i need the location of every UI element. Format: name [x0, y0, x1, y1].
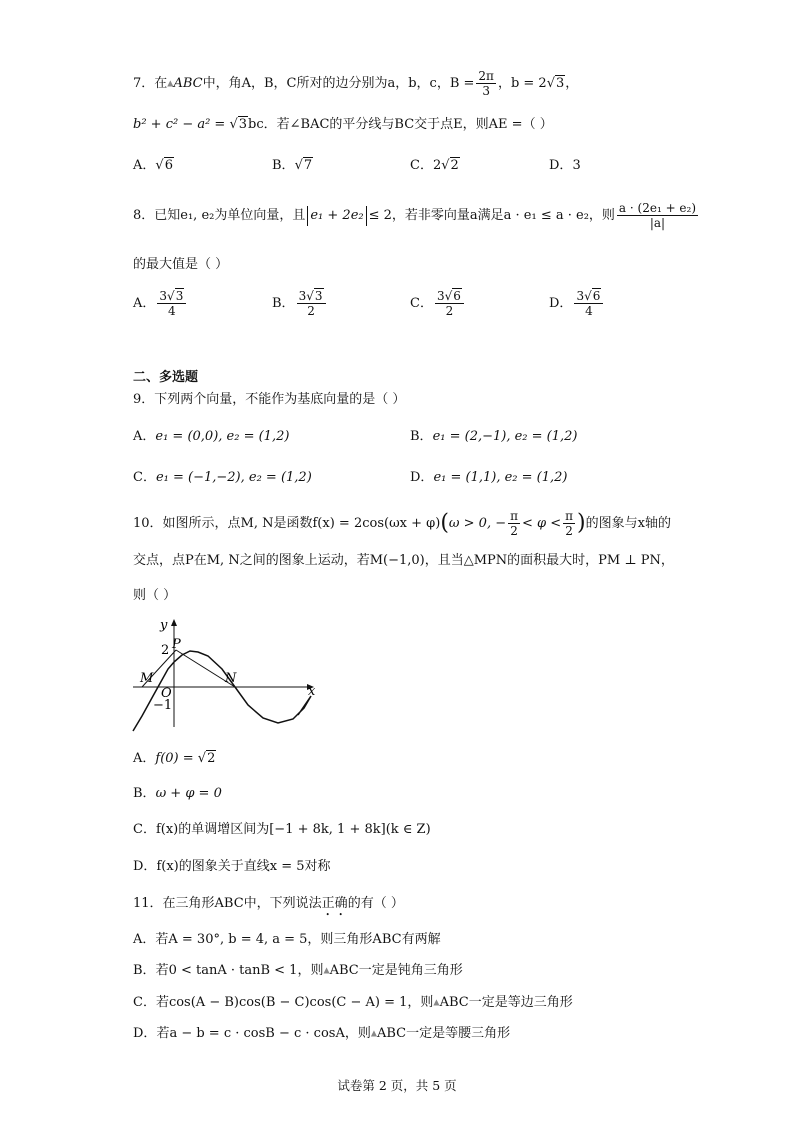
paren-right: ): [577, 510, 586, 536]
q10-option-c[interactable]: [133, 823, 431, 836]
option-expr: e₁ = (−1,−2), e₂ = (1,2): [155, 470, 312, 485]
option-fraction: $\frac{3√6}{4}$: [574, 290, 603, 317]
q7-option-a[interactable]: A．√6: [133, 158, 173, 173]
frac-den: 2: [445, 304, 454, 318]
q10-cond-b: < φ <: [522, 516, 562, 531]
q7-root: 3: [556, 76, 565, 91]
q8-option-a[interactable]: [133, 290, 188, 317]
frac-den: 4: [585, 304, 593, 318]
q11-stem-b: 的有（ ）: [347, 896, 404, 911]
option-label: D．: [549, 158, 573, 173]
q7-line2-expr: b² + c² − a² =: [133, 117, 230, 132]
option-expr: f(x)的图象关于直线x = 5对称: [156, 859, 331, 874]
frac-root: 3: [314, 289, 323, 303]
q10-pi-frac-2: [563, 510, 575, 537]
frac-den: 2: [510, 524, 518, 538]
q11-emphasis: 正确: [321, 896, 348, 911]
option-label: B．: [133, 963, 156, 978]
q10-text-a: 如图所示，点M, N是函数f(x) = 2cos(ωx + φ): [162, 516, 441, 531]
q10-cond-a: ω > 0, −: [448, 516, 507, 531]
option-label: D．: [133, 1026, 157, 1041]
option-label: A．: [133, 158, 156, 173]
option-text-b: ABC一定是等边三角形: [439, 995, 573, 1010]
triangle-icon: ▲: [167, 78, 174, 88]
q10-graph: [128, 612, 328, 732]
q8-number: 8．: [133, 208, 155, 223]
label-y: y: [160, 618, 168, 633]
q11-option-d[interactable]: [133, 1027, 510, 1040]
frac-coef: 3: [159, 289, 168, 303]
option-value: 3: [572, 158, 581, 173]
option-expr: e₁ = (0,0), e₂ = (1,2): [155, 429, 290, 444]
option-label: C．: [133, 822, 156, 837]
norm-bar-left: [307, 206, 308, 226]
q8-line2: 的最大值是（ ）: [133, 257, 229, 272]
frac-den: 4: [168, 304, 176, 318]
frac-den: 2: [565, 524, 573, 538]
option-expr: ω + φ = 0: [155, 786, 222, 801]
option-label: D．: [410, 470, 434, 485]
option-root: 2: [207, 751, 216, 766]
q7-line2: b² + c² − a² = √3bc．若∠BAC的平分线与BC交于点E，则AE =（ ）: [133, 117, 553, 132]
triangle-icon: ▲: [323, 965, 330, 975]
q7-line1: 7．在▲ABC中，角A，B，C所对的边分别为a，b，c，B = $\frac{2\pi}{3}$ ，b = 2√3，: [133, 69, 579, 98]
option-text-b: ABC一定是等腰三角形: [377, 1026, 511, 1041]
option-expr: f(0) =: [155, 751, 198, 766]
option-fraction: $\frac{3√3}{4}$: [157, 290, 186, 317]
q8-text-b: ≤ 2，若非零向量a满足a · e₁ ≤ a · e₂，则: [368, 208, 615, 223]
q8-frac-num: a · (2e₁ + e₂): [618, 201, 697, 215]
q11-option-b[interactable]: [133, 964, 463, 977]
q9-option-d[interactable]: [410, 471, 567, 484]
option-label: B．: [133, 786, 156, 801]
q7-line2-text: bc．若∠BAC的平分线与BC交于点E，则AE =（ ）: [248, 117, 553, 132]
q11-stem: [133, 896, 404, 919]
q10-option-b[interactable]: [133, 787, 222, 800]
option-text-a: 若a − b = c · cosB − c · cosA，则: [156, 1026, 371, 1041]
q10-line2: 交点，点P在M, N之间的图象上运动，若M(−1,0)，且当△MPN的面积最大时，PM ⊥ PN，: [133, 553, 674, 568]
option-coef: 2: [432, 158, 442, 173]
q8-norm-expr: e₁ + 2e₂: [310, 208, 364, 223]
label-o: O: [161, 686, 172, 701]
q7-number: 7．: [133, 76, 155, 91]
option-fraction: $\frac{3√6}{2}$: [435, 290, 464, 317]
triangle-icon: ▲: [370, 1028, 377, 1038]
q8-text-a: 已知e₁, e₂为单位向量，且: [154, 208, 306, 223]
q7-option-c[interactable]: C．2√2: [410, 158, 459, 173]
option-fraction: $\frac{3√3}{2}$: [297, 290, 326, 317]
cosine-curve: [133, 651, 311, 731]
option-root: 2: [450, 158, 459, 173]
option-label: C．: [133, 470, 156, 485]
q7-fraction: [476, 70, 496, 97]
q8-option-c[interactable]: [410, 290, 466, 317]
q8-frac-den: |a|: [649, 216, 666, 230]
option-label: A．: [133, 429, 156, 444]
triangle-icon: ▲: [433, 997, 440, 1007]
frac-root: 6: [592, 289, 601, 303]
q11-stem-a: 11．在三角形ABC中，下列说法: [133, 896, 322, 911]
q7-text-b: 中，角A，B，C所对的边分别为a，b，c，B =: [202, 76, 475, 91]
frac-root: 6: [453, 289, 461, 303]
page-footer: 试卷第 2 页，共 5 页: [337, 1078, 457, 1093]
q7-text: 在: [154, 76, 168, 91]
option-label: B．: [272, 158, 295, 173]
option-expr: e₁ = (1,1), e₂ = (1,2): [433, 470, 568, 485]
frac-root: 3: [175, 289, 184, 303]
label-x: x: [308, 684, 316, 699]
option-label: D．: [133, 859, 157, 874]
option-label: C．: [410, 158, 433, 173]
section-heading: 二、多选题: [133, 370, 199, 385]
q11-option-a[interactable]: [133, 933, 441, 946]
norm-bar-right: [366, 206, 367, 226]
label-p: P: [172, 637, 181, 652]
q7-frac-num: 2π: [478, 69, 494, 83]
q7-triangle-name: ABC: [173, 76, 203, 91]
q9-option-c[interactable]: [133, 471, 312, 484]
q10-option-d[interactable]: [133, 860, 330, 873]
q8-option-d[interactable]: [549, 290, 605, 317]
q7-line2-root: 3: [238, 117, 248, 132]
option-text-a: 若0 < tanA · tanB < 1，则: [155, 963, 324, 978]
q10-number: 10．: [133, 516, 163, 531]
q7-frac-den: 3: [482, 84, 490, 98]
option-text: 若A = 30°, b = 4, a = 5，则三角形ABC有两解: [155, 932, 441, 947]
option-expr: e₁ = (2,−1), e₂ = (1,2): [432, 429, 578, 444]
tick-label-neg1: −1: [153, 698, 173, 713]
frac-num: π: [565, 509, 574, 523]
option-label: C．: [410, 296, 433, 311]
q9-option-a[interactable]: [133, 430, 289, 443]
frac-coef: 3: [576, 289, 585, 303]
paren-left: (: [440, 510, 449, 536]
q7-text-d: ，: [565, 76, 579, 91]
q10-line1: [133, 510, 671, 537]
q9-stem: 9．下列两个向量，不能作为基底向量的是（ ）: [133, 392, 406, 407]
q10-pi-frac-1: [508, 510, 520, 537]
q11-option-c[interactable]: [133, 996, 573, 1009]
frac-coef: 3: [298, 289, 307, 303]
frac-coef: 3: [436, 289, 445, 303]
y-axis-arrow-icon: [171, 619, 177, 626]
frac-num: π: [510, 509, 518, 523]
q7-option-d[interactable]: [549, 159, 581, 172]
q10-text-b: 的图象与x轴的: [585, 516, 671, 531]
option-label: D．: [549, 296, 573, 311]
option-text-a: 若cos(A − B)cos(B − C)cos(C − A) = 1，则: [155, 995, 434, 1010]
option-label: C．: [133, 995, 156, 1010]
q10-line3: 则（ ）: [133, 588, 177, 603]
option-expr: f(x)的单调增区间为[−1 + 8k, 1 + 8k](k ∈ Z): [155, 822, 431, 837]
option-text-b: ABC一定是钝角三角形: [329, 963, 463, 978]
option-label: A．: [133, 932, 156, 947]
label-n: N: [225, 671, 237, 686]
q8-line1: [133, 202, 700, 229]
option-label: A．: [133, 751, 156, 766]
q8-option-b[interactable]: [272, 290, 328, 317]
q7-text-c: ，b = 2: [497, 76, 547, 91]
q8-fraction: [617, 202, 698, 229]
q10-option-a[interactable]: A．f(0) = √2: [133, 751, 216, 766]
frac-den: 2: [307, 304, 315, 318]
option-label: B．: [410, 429, 433, 444]
q9-option-b[interactable]: [410, 430, 577, 443]
option-label: B．: [272, 296, 295, 311]
option-root: 7: [303, 158, 313, 173]
option-root: 6: [164, 158, 173, 173]
q7-option-b[interactable]: B．√7: [272, 158, 313, 173]
tick-label-2: 2: [161, 643, 170, 658]
option-label: A．: [133, 296, 156, 311]
label-m: M: [140, 671, 154, 686]
